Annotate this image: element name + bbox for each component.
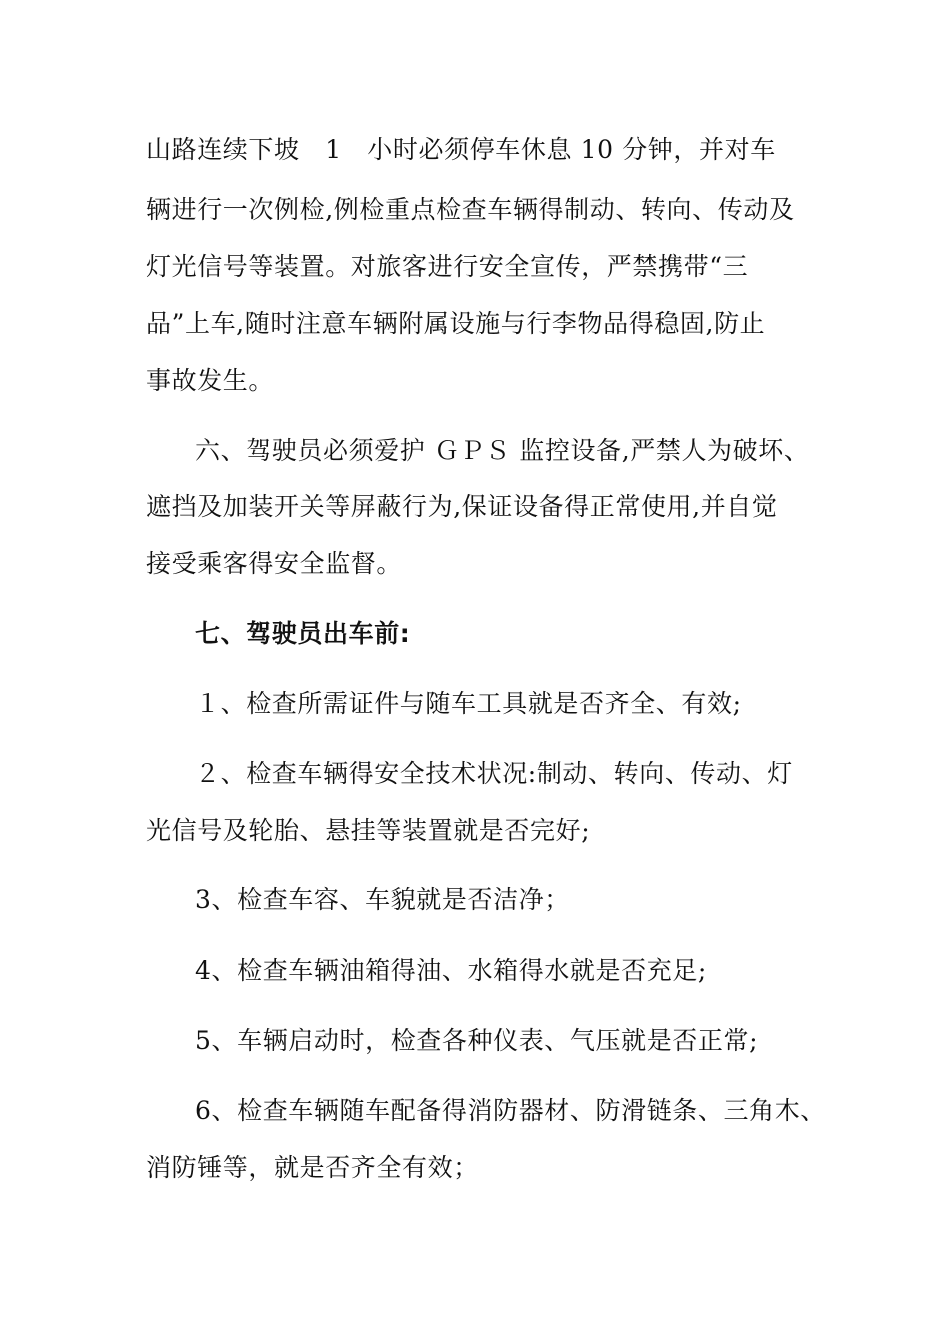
paragraph-line: 事故发生。 — [146, 366, 275, 395]
list-item: １、检查所需证件与随车工具就是否齐全、有效; — [195, 689, 742, 718]
paragraph-line: 山路连续下坡 1 小时必须停车休息 10 分钟，并对车 — [146, 135, 776, 164]
list-item: 4、检查车辆油箱得油、水箱得水就是否充足; — [195, 956, 707, 985]
list-item-continuation: 消防锤等，就是否齐全有效； — [146, 1153, 479, 1182]
paragraph-line: 遮挡及加装开关等屏蔽行为,保证设备得正常使用,并自觉 — [146, 492, 778, 521]
paragraph-line: 接受乘客得安全监督。 — [146, 549, 403, 578]
section-heading: 七、驾驶员出车前: — [195, 619, 411, 648]
paragraph-line: 辆进行一次例检,例检重点检查车辆得制动、转向、传动及 — [146, 195, 795, 224]
list-item: 3、检查车容、车貌就是否洁净； — [195, 885, 570, 914]
list-item: ２、检查车辆得安全技术状况:制动、转向、传动、灯 — [195, 759, 793, 788]
list-item: 5、车辆启动时，检查各种仪表、气压就是否正常; — [195, 1026, 759, 1055]
paragraph-line: 六、驾驶员必须爱护 ＧＰＳ 监控设备,严禁人为破坏、 — [195, 436, 810, 465]
list-item-continuation: 光信号及轮胎、悬挂等装置就是否完好; — [146, 816, 591, 845]
paragraph-line: 灯光信号等装置。对旅客进行安全宣传，严禁携带“三 — [146, 252, 749, 281]
list-item: 6、检查车辆随车配备得消防器材、防滑链条、三角木、 — [195, 1096, 826, 1125]
paragraph-line: 品”上车,随时注意车辆附属设施与行李物品得稳固,防止 — [146, 309, 766, 338]
